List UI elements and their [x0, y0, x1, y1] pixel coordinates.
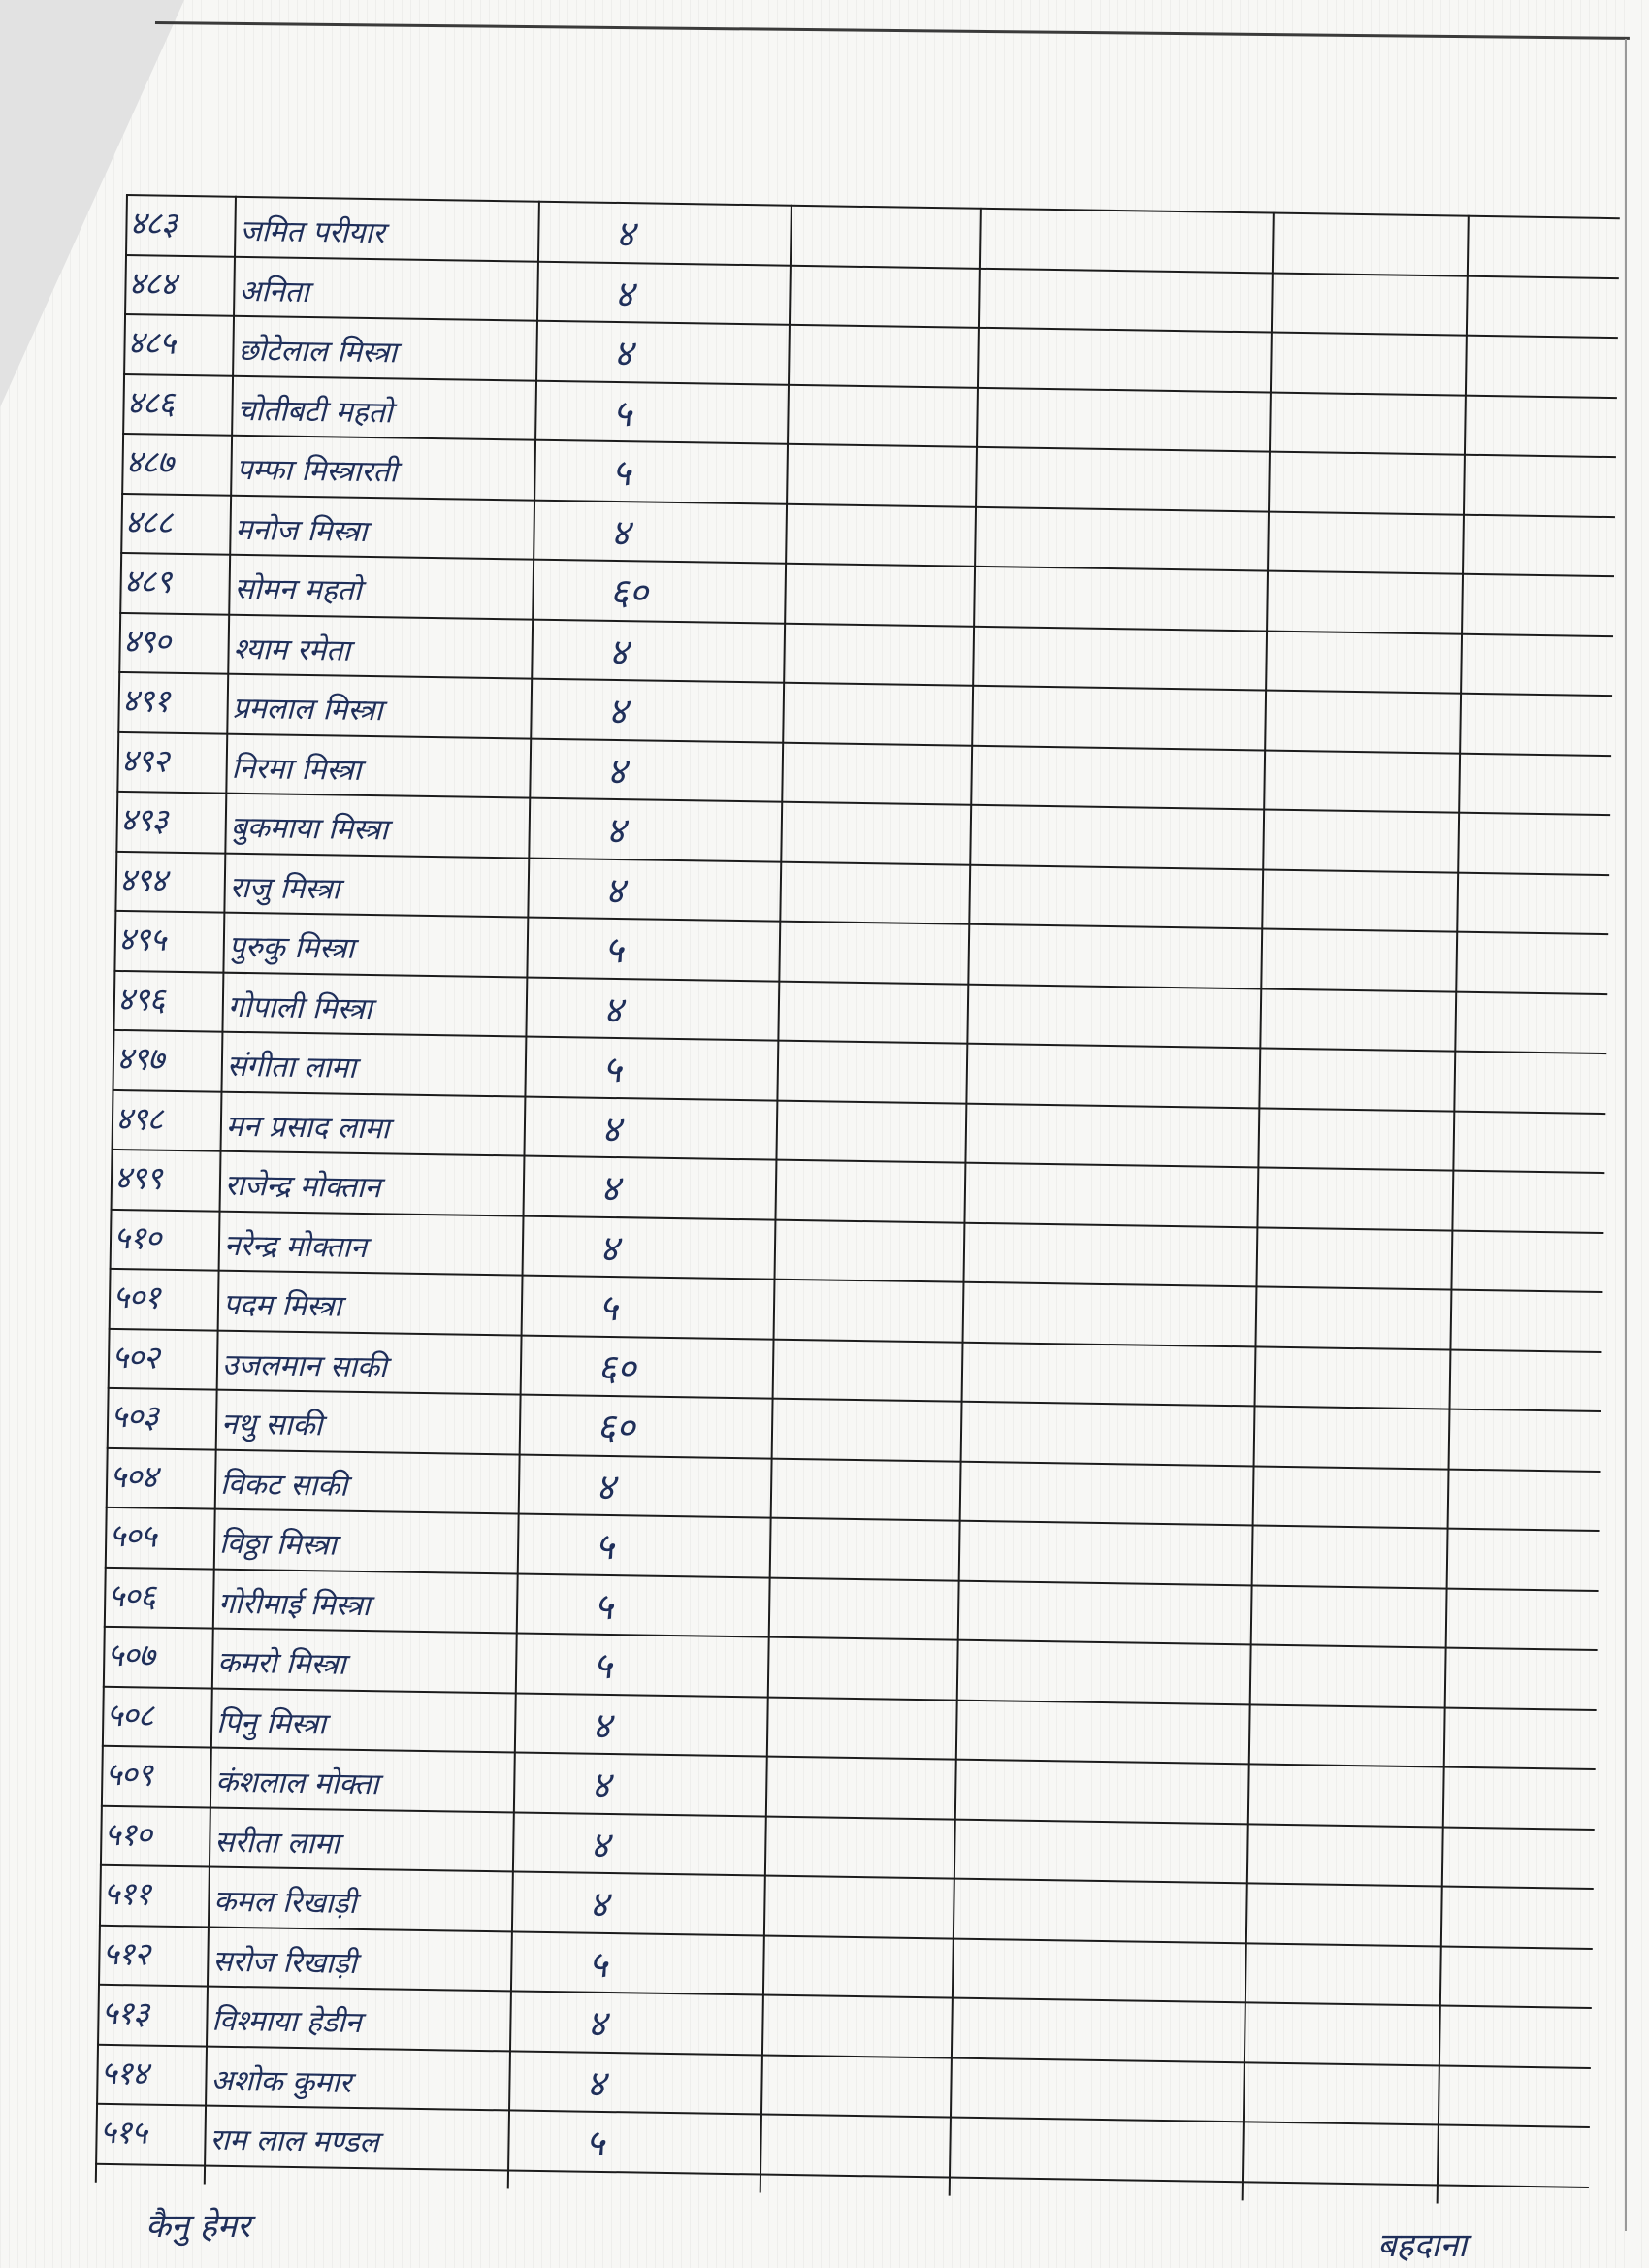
- count-cell: ६०: [597, 1345, 636, 1389]
- count-cell: ४: [602, 988, 623, 1031]
- count-cell: ४: [589, 1823, 610, 1866]
- table-row: [108, 1327, 652, 1395]
- serial-cell: ५१३: [101, 1993, 149, 2032]
- table-row: [120, 492, 664, 560]
- name-cell: जमित परीयार: [240, 213, 385, 251]
- count-cell: ४: [607, 689, 628, 733]
- table-row: [97, 1984, 641, 2052]
- table-row: [116, 730, 661, 798]
- name-cell: मन प्रसाद लामा: [225, 1109, 390, 1146]
- count-cell: ४: [590, 1763, 611, 1807]
- count-cell: ४: [589, 1882, 609, 1927]
- table-row: [110, 1208, 654, 1276]
- name-cell: गोरीमाई मिस्त्रा: [217, 1586, 371, 1623]
- serial-cell: ४९४: [118, 859, 167, 899]
- table-row: [107, 1387, 651, 1455]
- table-row: [113, 1029, 657, 1097]
- table-row: [121, 433, 665, 501]
- name-cell: कंशलाल मोक्ता: [215, 1765, 379, 1802]
- table-row: [112, 1088, 656, 1156]
- serial-cell: ४८३: [129, 204, 178, 243]
- serial-cell: ५०५: [108, 1515, 157, 1555]
- serial-cell: ४९३: [119, 799, 168, 839]
- serial-cell: ४९९: [113, 1157, 162, 1197]
- table-row: [99, 1864, 643, 1932]
- serial-cell: ५१४: [100, 2053, 148, 2092]
- count-cell: ६०: [609, 569, 649, 614]
- table-row: [100, 1804, 644, 1872]
- table-row: [124, 253, 668, 321]
- name-cell: चोतीबटी महतो: [237, 393, 393, 430]
- count-cell: ४: [606, 749, 627, 793]
- table-row: [123, 313, 667, 381]
- serial-cell: ४९१: [121, 681, 170, 720]
- row-rule: [95, 2162, 1589, 2187]
- serial-cell: ४८९: [123, 562, 172, 600]
- count-cell: ५: [612, 391, 632, 435]
- name-cell: मनोज मिस्त्रा: [235, 512, 368, 549]
- name-cell: नरेन्द्र मोक्तान: [223, 1228, 368, 1265]
- ledger-table: [95, 194, 1620, 2206]
- serial-cell: ५०३: [110, 1396, 159, 1436]
- table-row: [106, 1446, 650, 1514]
- serial-cell: ४८७: [125, 442, 174, 481]
- serial-cell: ४९२: [120, 740, 169, 780]
- serial-cell: ५०७: [107, 1635, 155, 1674]
- name-cell: विकट साकी: [219, 1467, 348, 1504]
- name-cell: निरमा मिस्त्रा: [231, 751, 362, 788]
- name-cell: पदम मिस्त्रा: [222, 1287, 342, 1324]
- serial-cell: ५०९: [105, 1754, 153, 1794]
- name-cell: पम्फा मिस्त्रारती: [236, 452, 398, 490]
- name-cell: सरोज रिखाड़ी: [212, 1944, 357, 1981]
- name-cell: राजेन्द्र मोक्तान: [224, 1168, 381, 1206]
- serial-cell: ५१०: [113, 1217, 161, 1257]
- count-cell: ४: [610, 510, 630, 554]
- name-cell: नथु साकी: [220, 1407, 323, 1443]
- count-cell: ५: [601, 1047, 623, 1091]
- table-row: [114, 850, 659, 918]
- serial-cell: ४८५: [127, 323, 176, 362]
- count-cell: ५: [593, 1584, 614, 1628]
- page-right-edge: [1625, 39, 1627, 2231]
- table-row: [113, 910, 658, 978]
- name-cell: विश्माया हेडीन: [211, 2003, 362, 2041]
- count-cell: ५: [598, 1285, 619, 1330]
- table-row: [102, 1685, 646, 1753]
- name-cell: कमरो मिस्त्रा: [216, 1645, 346, 1682]
- count-cell: ४: [604, 868, 625, 912]
- table-row: [98, 1924, 642, 1992]
- serial-cell: ५११: [103, 1873, 151, 1913]
- serial-cell: ४८६: [126, 382, 175, 422]
- table-row: [104, 1566, 648, 1634]
- count-cell: ५: [611, 450, 631, 495]
- count-cell: ४: [595, 1465, 616, 1508]
- right-signature: बहदाना: [1377, 2226, 1468, 2265]
- count-cell: ४: [614, 272, 634, 315]
- count-cell: ४: [587, 2001, 607, 2046]
- name-cell: कमल रिखाड़ी: [213, 1884, 357, 1921]
- serial-cell: ५१०: [104, 1814, 152, 1854]
- table-row: [119, 552, 663, 620]
- count-cell: ५: [585, 2121, 605, 2164]
- name-cell: प्रमलाल मिस्त्रा: [232, 691, 383, 729]
- table-row: [125, 194, 669, 262]
- serial-cell: ४९६: [116, 979, 165, 1019]
- serial-cell: ४८४: [128, 263, 177, 303]
- table-row: [111, 1149, 655, 1216]
- table-row: [103, 1626, 647, 1694]
- count-cell: ४: [608, 630, 629, 673]
- name-cell: सोमन महतो: [234, 571, 362, 608]
- name-cell: उजलमान साकी: [221, 1347, 388, 1384]
- count-cell: ४: [599, 1166, 621, 1211]
- name-cell: पिनु मिस्त्रा: [215, 1705, 327, 1741]
- serial-cell: ५०२: [111, 1337, 159, 1377]
- count-cell: ४: [613, 331, 633, 375]
- table-row: [101, 1745, 645, 1813]
- name-cell: पुरुकु मिस्त्रा: [228, 929, 355, 966]
- count-cell: ५: [588, 1942, 608, 1986]
- count-cell: ५: [603, 927, 624, 972]
- table-row: [117, 671, 662, 739]
- count-cell: ६०: [596, 1405, 635, 1449]
- count-cell: ४: [598, 1226, 620, 1270]
- name-cell: अनिता: [239, 274, 309, 309]
- name-cell: बुकमाया मिस्त्रा: [230, 810, 389, 848]
- name-cell: अशोक कुमार: [210, 2063, 352, 2100]
- table-row: [105, 1507, 649, 1574]
- serial-cell: ५०१: [112, 1277, 160, 1316]
- serial-cell: ४९५: [117, 919, 166, 958]
- serial-cell: ४९७: [115, 1038, 164, 1078]
- name-cell: संगीता लामा: [226, 1049, 357, 1085]
- name-cell: छोटेलाल मिस्त्रा: [238, 333, 398, 371]
- count-cell: ४: [591, 1703, 612, 1747]
- table-row: [115, 791, 660, 859]
- left-signature: कैनु हेमर: [146, 2207, 251, 2246]
- name-cell: विठ्ठा मिस्त्रा: [218, 1526, 338, 1563]
- table-row: [118, 611, 663, 679]
- name-cell: राजु मिस्त्रा: [229, 870, 340, 907]
- table-row: [122, 373, 666, 440]
- name-cell: सरीता लामा: [214, 1825, 340, 1862]
- table-row: [96, 2043, 640, 2111]
- serial-cell: ४९०: [122, 621, 171, 661]
- name-cell: गोपाली मिस्त्रा: [227, 989, 372, 1026]
- serial-cell: ४९८: [114, 1098, 163, 1138]
- count-cell: ४: [605, 808, 626, 853]
- serial-cell: ५०४: [109, 1456, 158, 1496]
- name-cell: श्याम रमेता: [233, 632, 351, 668]
- serial-cell: ५०६: [108, 1575, 156, 1615]
- count-cell: ४: [600, 1107, 622, 1150]
- table-row: [95, 2103, 639, 2171]
- page-top-edge: [155, 21, 1630, 69]
- count-cell: ४: [586, 2061, 606, 2105]
- name-cell: राम लाल मण्डल: [210, 2122, 379, 2160]
- serial-cell: ५१२: [102, 1933, 150, 1973]
- serial-cell: ५१५: [99, 2112, 147, 2152]
- count-cell: ५: [592, 1643, 613, 1688]
- table-row: [113, 969, 657, 1037]
- count-cell: ४: [615, 211, 635, 256]
- serial-cell: ५०८: [106, 1695, 154, 1734]
- count-cell: ५: [594, 1524, 615, 1569]
- serial-cell: ४८८: [124, 502, 173, 541]
- table-row: [109, 1268, 653, 1336]
